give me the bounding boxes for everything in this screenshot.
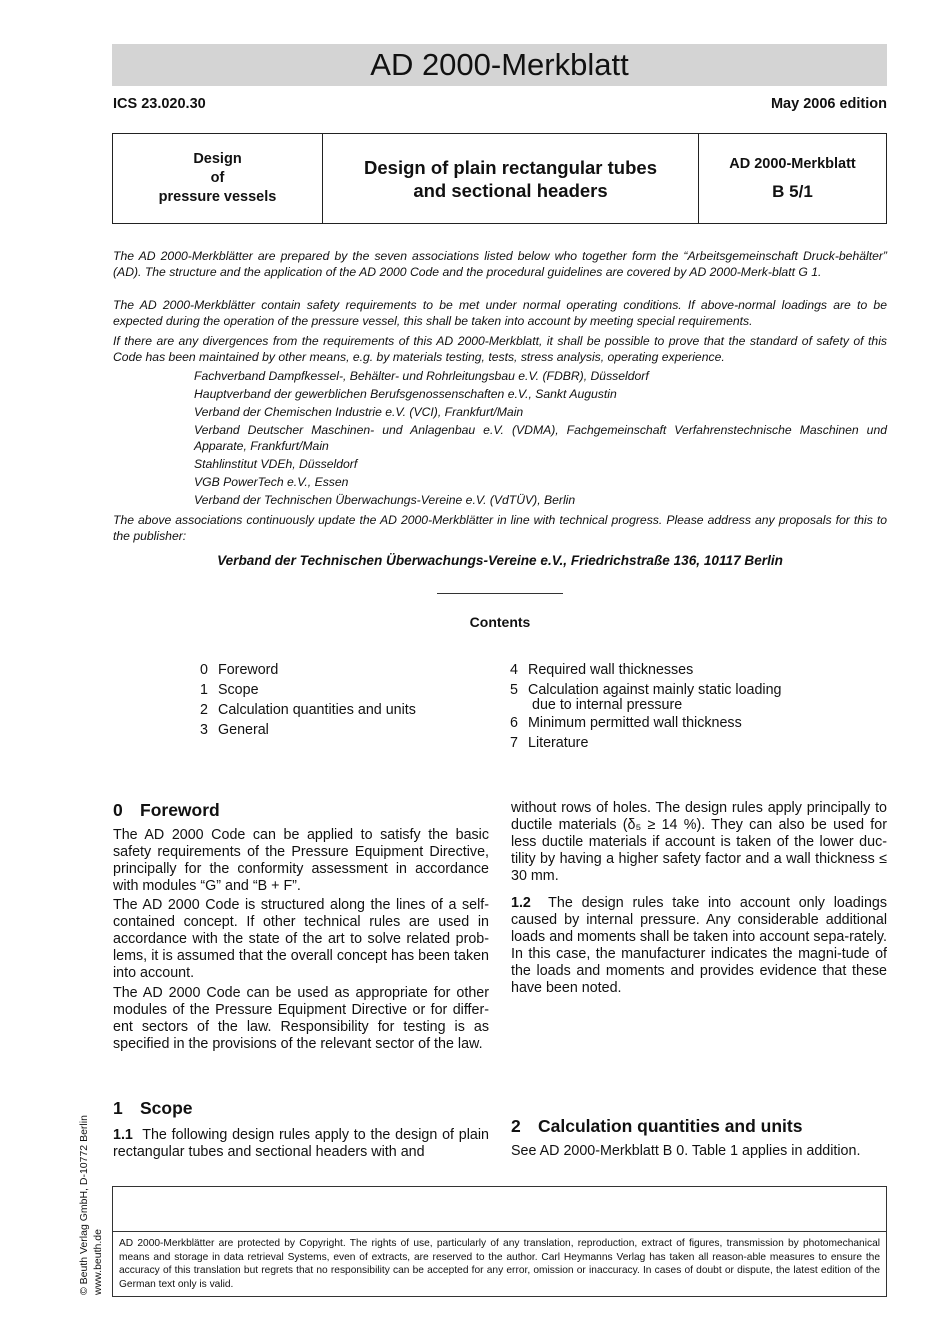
divider bbox=[437, 593, 563, 594]
toc-item[interactable]: 0 Foreword bbox=[200, 662, 279, 678]
category-cell bbox=[113, 134, 323, 223]
document-title-line: and sectional headers bbox=[413, 179, 608, 201]
calculation-paragraph: See AD 2000-Merkblatt B 0. Table 1 applies in addition. bbox=[511, 1143, 861, 1159]
divider bbox=[113, 1231, 886, 1232]
association-item: Hauptverband der gewerblichen Berufsgenossenschaften e.V., Sankt Augustin bbox=[194, 387, 617, 401]
header-box bbox=[112, 133, 887, 224]
code-label: AD 2000-Merkblatt bbox=[729, 155, 856, 172]
code-number: B 5/1 bbox=[772, 181, 813, 201]
foreword-paragraph: The AD 2000 Code is structured along the lines of a self-contained concept. If other technical rules are used in accordance with the state of the art to solve related prob-lems, it is assumed that the overall concept has been taken into account. bbox=[113, 897, 489, 981]
ics-code: ICS 23.020.30 bbox=[113, 96, 206, 112]
category-line: of bbox=[210, 170, 225, 186]
code-cell bbox=[699, 134, 886, 223]
document-banner: AD 2000-Merkblatt bbox=[112, 44, 887, 86]
publisher-credit bbox=[78, 1100, 108, 1300]
association-item: Verband Deutscher Maschinen- und Anlagenbau e.V. (VDMA), Fachgemeinschaft Verfahrenstechnische Maschinen und Apparate, Frankfurt/Main bbox=[194, 423, 887, 453]
publisher-credit-line: © Beuth Verlag GmbH, D-10772 Berlin bbox=[78, 1115, 90, 1295]
toc-left bbox=[200, 660, 416, 740]
foreword-paragraph: The AD 2000 Code can be applied to satisfy the basic safety requirements of the Pressure Equipment Directive, principally for the conformity assessment in accordance with modules “G” and “B + F”. bbox=[113, 827, 489, 894]
toc-item[interactable]: 7 Literature bbox=[510, 735, 589, 751]
association-item: VGB PowerTech e.V., Essen bbox=[194, 475, 349, 489]
scope-paragraph-continued: without rows of holes. The design rules apply principally to ductile materials (δ₅ ≥ 14 %). They can also be used for less ductile materials if account is taken of the lower duc-tility by having a higher safety factor and a wall thickness ≤ 30 mm. bbox=[511, 800, 887, 884]
toc-right bbox=[510, 660, 782, 753]
toc-item[interactable]: 4 Required wall thicknesses bbox=[510, 662, 694, 678]
toc-item[interactable]: 6 Minimum permitted wall thickness bbox=[510, 715, 742, 731]
toc-item[interactable]: 3 General bbox=[200, 722, 269, 738]
scope-paragraph: 1.2 The design rules take into account only loadings caused by internal pressure. Any considerable additional loads and moments shall be taken into account sepa-rately. In this case, the manufacturer indicates the magni-tude of the loads and moments and provides evidence that these have been noted. bbox=[511, 895, 887, 996]
association-item: Verband der Technischen Überwachungs-Vereine e.V. (VdTÜV), Berlin bbox=[194, 493, 576, 507]
copyright-notice: AD 2000-Merkblätter are protected by Copyright. The rights of use, particularly of any translation, reproduction, extract of figures, transmission by photomechanical means and storage in data retrieval Systems, even of extracts, are reserved to the author. Carl Heymanns Verlag has taken all reason-able measures to ensure the accuracy of this translation but regrets that no responsibility can be accepted for any error, omission or inaccuracy. In cases of doubt or dispute, the latest edition of the German text only is valid. bbox=[119, 1238, 880, 1290]
publisher-url: www.beuth.de bbox=[92, 1229, 104, 1295]
section-heading-foreword: 0 Foreword bbox=[113, 800, 220, 820]
section-heading-scope: 1 Scope bbox=[113, 1098, 193, 1118]
copyright-box bbox=[112, 1186, 887, 1297]
association-item: Fachverband Dampfkessel-, Behälter- und Rohrleitungsbau e.V. (FDBR), Düsseldorf bbox=[194, 369, 649, 383]
edition-date: May 2006 edition bbox=[770, 96, 887, 112]
category-line: Design bbox=[193, 151, 242, 167]
toc-item[interactable]: 5 Calculation against mainly static loading due to internal pressure bbox=[510, 682, 782, 713]
foreword-paragraph: The AD 2000 Code can be used as appropriate for other modules of the Pressure Equipment Directive or for differ-ent sectors of the law. Responsibility for testing is as specified in the provisions of the relevant sector of the law. bbox=[113, 985, 489, 1052]
contents-heading: Contents bbox=[469, 614, 531, 630]
section-heading-calculation: 2 Calculation quantities and units bbox=[511, 1116, 803, 1136]
toc-item[interactable]: 1 Scope bbox=[200, 682, 259, 698]
title-cell bbox=[323, 134, 699, 223]
intro-paragraph: The AD 2000-Merkblätter are prepared by the seven associations listed below who together form the “Arbeitsgemeinschaft Druck-behälter” (AD). The structure and the application of the AD 2000 Code and the procedural guidelines are covered by AD 2000-Merk-blatt G 1. bbox=[113, 249, 887, 279]
document-title-line: Design of plain rectangular tubes bbox=[364, 156, 657, 178]
category-line: pressure vessels bbox=[158, 189, 277, 205]
intro-paragraph: The above associations continuously update the AD 2000-Merkblätter in line with technical progress. Please address any proposals for this to the publisher: bbox=[113, 513, 887, 543]
publisher-address: Verband der Technischen Überwachungs-Vereine e.V., Friedrichstraße 136, 10117 Berlin bbox=[217, 553, 783, 568]
association-item: Verband der Chemischen Industrie e.V. (VCI), Frankfurt/Main bbox=[194, 405, 524, 419]
association-item: Stahlinstitut VDEh, Düsseldorf bbox=[194, 457, 358, 471]
scope-paragraph: 1.1 The following design rules apply to the design of plain rectangular tubes and sectional headers with and bbox=[113, 1127, 490, 1160]
toc-item[interactable]: 2 Calculation quantities and units bbox=[200, 702, 416, 718]
intro-paragraph: If there are any divergences from the requirements of this AD 2000-Merkblatt, it shall be possible to prove that the standard of safety of this Code has been maintained by other means, e.g. by materials testing, tests, stress analysis, operating experience. bbox=[113, 334, 887, 364]
toc-item-continuation: due to internal pressure bbox=[532, 697, 683, 713]
intro-paragraph: The AD 2000-Merkblätter contain safety requirements to be met under normal operating conditions. If above-normal loadings are to be expected during the operation of the pressure vessel, this shall be taken into account by meeting special requirements. bbox=[113, 298, 887, 328]
